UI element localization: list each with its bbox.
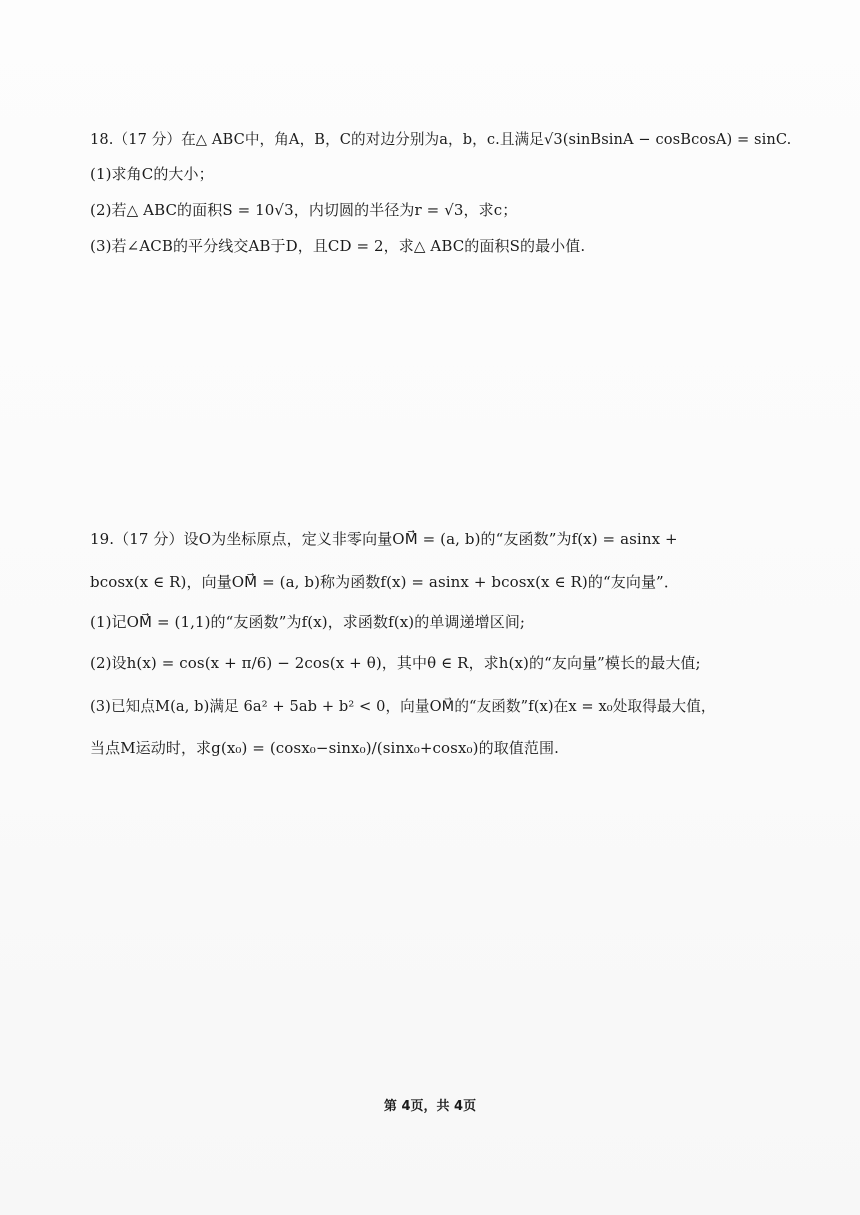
q19-part3-line2: 当点M运动时，求g(x₀) = (cosx₀−sinx₀)/(sinx₀+cosx₀)的取值范围. xyxy=(90,739,559,757)
q18-part2: (2)若△ ABC的面积S = 10√3，内切圆的半径为r = √3，求c； xyxy=(90,201,518,219)
q18-part1: (1)求角C的大小； xyxy=(90,165,214,183)
q18-part3: (3)若∠ACB的平分线交AB于D，且CD = 2，求△ ABC的面积S的最小值. xyxy=(90,237,586,255)
q19-part3-line1: (3)已知点M(a, b)满足 6a² + 5ab + b² < 0，向量OM⃗的“友函数”f(x)在x = x₀处取得最大值， xyxy=(90,698,716,715)
q19-stem-line2: bcosx(x ∈ R)，向量OM⃗ = (a, b)称为函数f(x) = asinx + bcosx(x ∈ R)的“友向量”． xyxy=(90,573,679,591)
page-footer: 第 4页，共 4页 xyxy=(383,1099,477,1114)
q19-stem-line1: 19.（17 分）设O为坐标原点，定义非零向量OM⃗ = (a, b)的“友函数”为f(x) = asinx + xyxy=(90,530,678,548)
q19-part2: (2)设h(x) = cos(x + π/6) − 2cos(x + θ)，其中θ ∈ R，求h(x)的“友向量”模长的最大值; xyxy=(90,654,701,672)
q19-part1: (1)记OM⃗ = (1,1)的“友函数”为f(x)，求函数f(x)的单调递增区间; xyxy=(90,613,526,631)
q18-stem: 18.（17 分）在△ ABC中，角A，B，C的对边分别为a，b，c.且满足√3(sinBsinA − cosBcosA) = sinC. xyxy=(90,131,792,148)
